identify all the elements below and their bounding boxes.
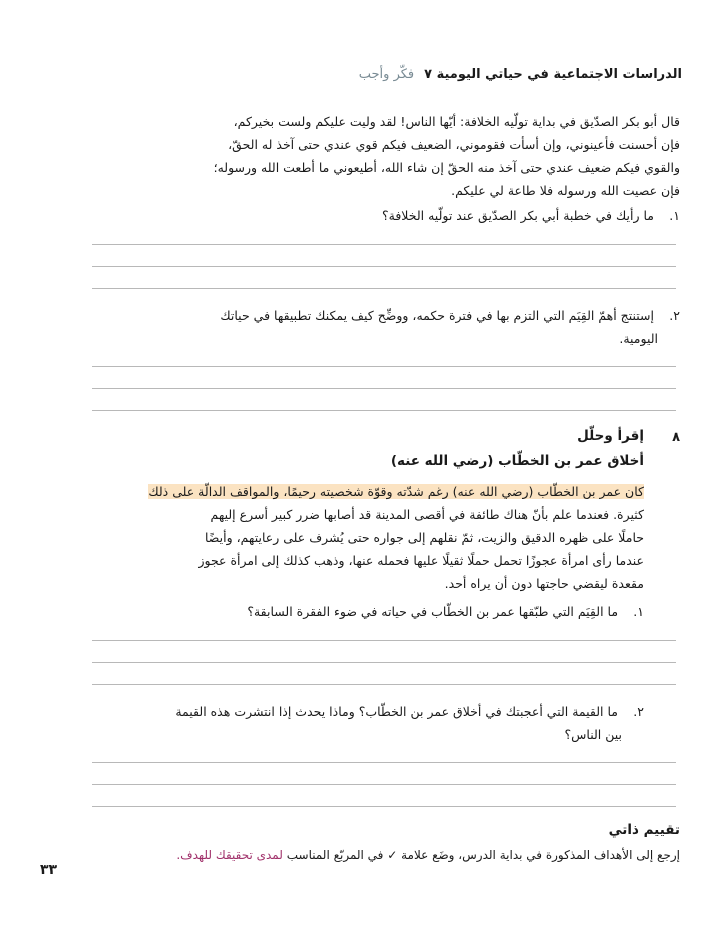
quote-line: قال أبو بكر الصدّيق في بداية تولّيه الخلافة: أيّها الناس! لقد وليت عليكم ولست بخيركم، bbox=[233, 114, 680, 129]
question-text: ما القيمة التي أعجبتك في أخلاق عمر بن الخطّاب؟ وماذا يحدث إذا انتشرت هذه القيمة bbox=[175, 704, 619, 719]
header-script: فكّر وأجب bbox=[358, 66, 415, 82]
question-text: إستنتج أهمّ القِيَم التي التزم بها في فترة حكمه، ووضِّح كيف يمكنك تطبيقها في حياتك bbox=[220, 308, 655, 323]
self-eval-text bbox=[176, 848, 680, 862]
self-eval-accent: لمدى تحقيقك للهدف. bbox=[176, 848, 283, 862]
passage-line: كثيرة. فعندما علم بأنّ هناك طائفة في أقصى المدينة قد أصابها ضرر كبير أسرع إليهم bbox=[210, 507, 644, 522]
question-text-cont: بين الناس؟ bbox=[564, 727, 622, 742]
highlighted-text: كان عمر بن الخطّاب (رضي الله عنه) رغم شدّته وقوّة شخصيته رحيمًا، والمواقف الدالّة على ذلك bbox=[148, 484, 644, 499]
question-text: ما رأيك في خطبة أبي بكر الصدّيق عند تولّيه الخلافة؟ bbox=[382, 208, 655, 223]
question-b1 bbox=[44, 600, 644, 623]
question-number: ١. bbox=[669, 208, 680, 223]
passage-line: مقعدة ليقضي حاجتها دون أن يراه أحد. bbox=[444, 576, 644, 591]
answer-line[interactable] bbox=[92, 366, 676, 367]
answer-line[interactable] bbox=[92, 762, 676, 763]
answer-line[interactable] bbox=[92, 684, 676, 685]
answer-line[interactable] bbox=[92, 388, 676, 389]
answer-line[interactable] bbox=[92, 784, 676, 785]
section-number: ٨ bbox=[672, 430, 680, 445]
question-number: ٢. bbox=[669, 308, 680, 323]
question-b2 bbox=[44, 700, 644, 746]
question-text-cont: اليومية. bbox=[619, 331, 658, 346]
answer-line[interactable] bbox=[92, 662, 676, 663]
answer-line[interactable] bbox=[92, 410, 676, 411]
question-number: ٢. bbox=[633, 704, 644, 719]
question-a1 bbox=[44, 204, 680, 227]
answer-line[interactable] bbox=[92, 266, 676, 267]
passage-line: عندما رأى امرأة عجوزًا تحمل حملًا ثقيلًا عليها فحمله عنها، وذهب كذلك إلى امرأة عجوز bbox=[198, 553, 644, 568]
passage-line: حاملًا على ظهره الدقيق والزيت، ثمّ نقلهم إلى جواره حتى يُشرف على رعايتهم، وأيضًا bbox=[204, 530, 644, 545]
quote-line: فإن عصيت الله ورسوله فلا طاعة لي عليكم. bbox=[451, 183, 680, 198]
section-title: إقرأ وحلّل bbox=[577, 428, 644, 444]
section-subtitle: أخلاق عمر بن الخطّاب (رضي الله عنه) bbox=[390, 453, 644, 469]
page-header bbox=[40, 60, 682, 88]
self-eval-title: تقييم ذاتي bbox=[608, 822, 680, 838]
quote-paragraph bbox=[44, 110, 680, 202]
self-eval-instruction: إرجع إلى الأهداف المذكورة في بداية الدرس، وضَع علامة ✓ في المربّع المناسب bbox=[286, 848, 680, 862]
answer-line[interactable] bbox=[92, 806, 676, 807]
question-a2 bbox=[44, 304, 680, 350]
passage-paragraph bbox=[44, 480, 644, 595]
header-title: الدراسات الاجتماعية في حياتي اليومية ٧ bbox=[424, 66, 682, 82]
question-text: ما القِيَم التي طبّقها عمر بن الخطّاب في حياته في ضوء الفقرة السابقة؟ bbox=[247, 604, 619, 619]
answer-line[interactable] bbox=[92, 640, 676, 641]
page-number: ٣٣ bbox=[40, 862, 58, 878]
quote-line: فإن أحسنت فأعينوني، وإن أسأت فقوموني، الضعيف فيكم قوي عندي حتى آخذ له الحقّ، bbox=[228, 137, 680, 152]
question-number: ١. bbox=[633, 604, 644, 619]
answer-line[interactable] bbox=[92, 288, 676, 289]
answer-line[interactable] bbox=[92, 244, 676, 245]
quote-line: والقوي فيكم ضعيف عندي حتى آخذ منه الحقّ إن شاء الله، أطيعوني ما أطعت الله ورسوله؛ bbox=[213, 160, 680, 175]
